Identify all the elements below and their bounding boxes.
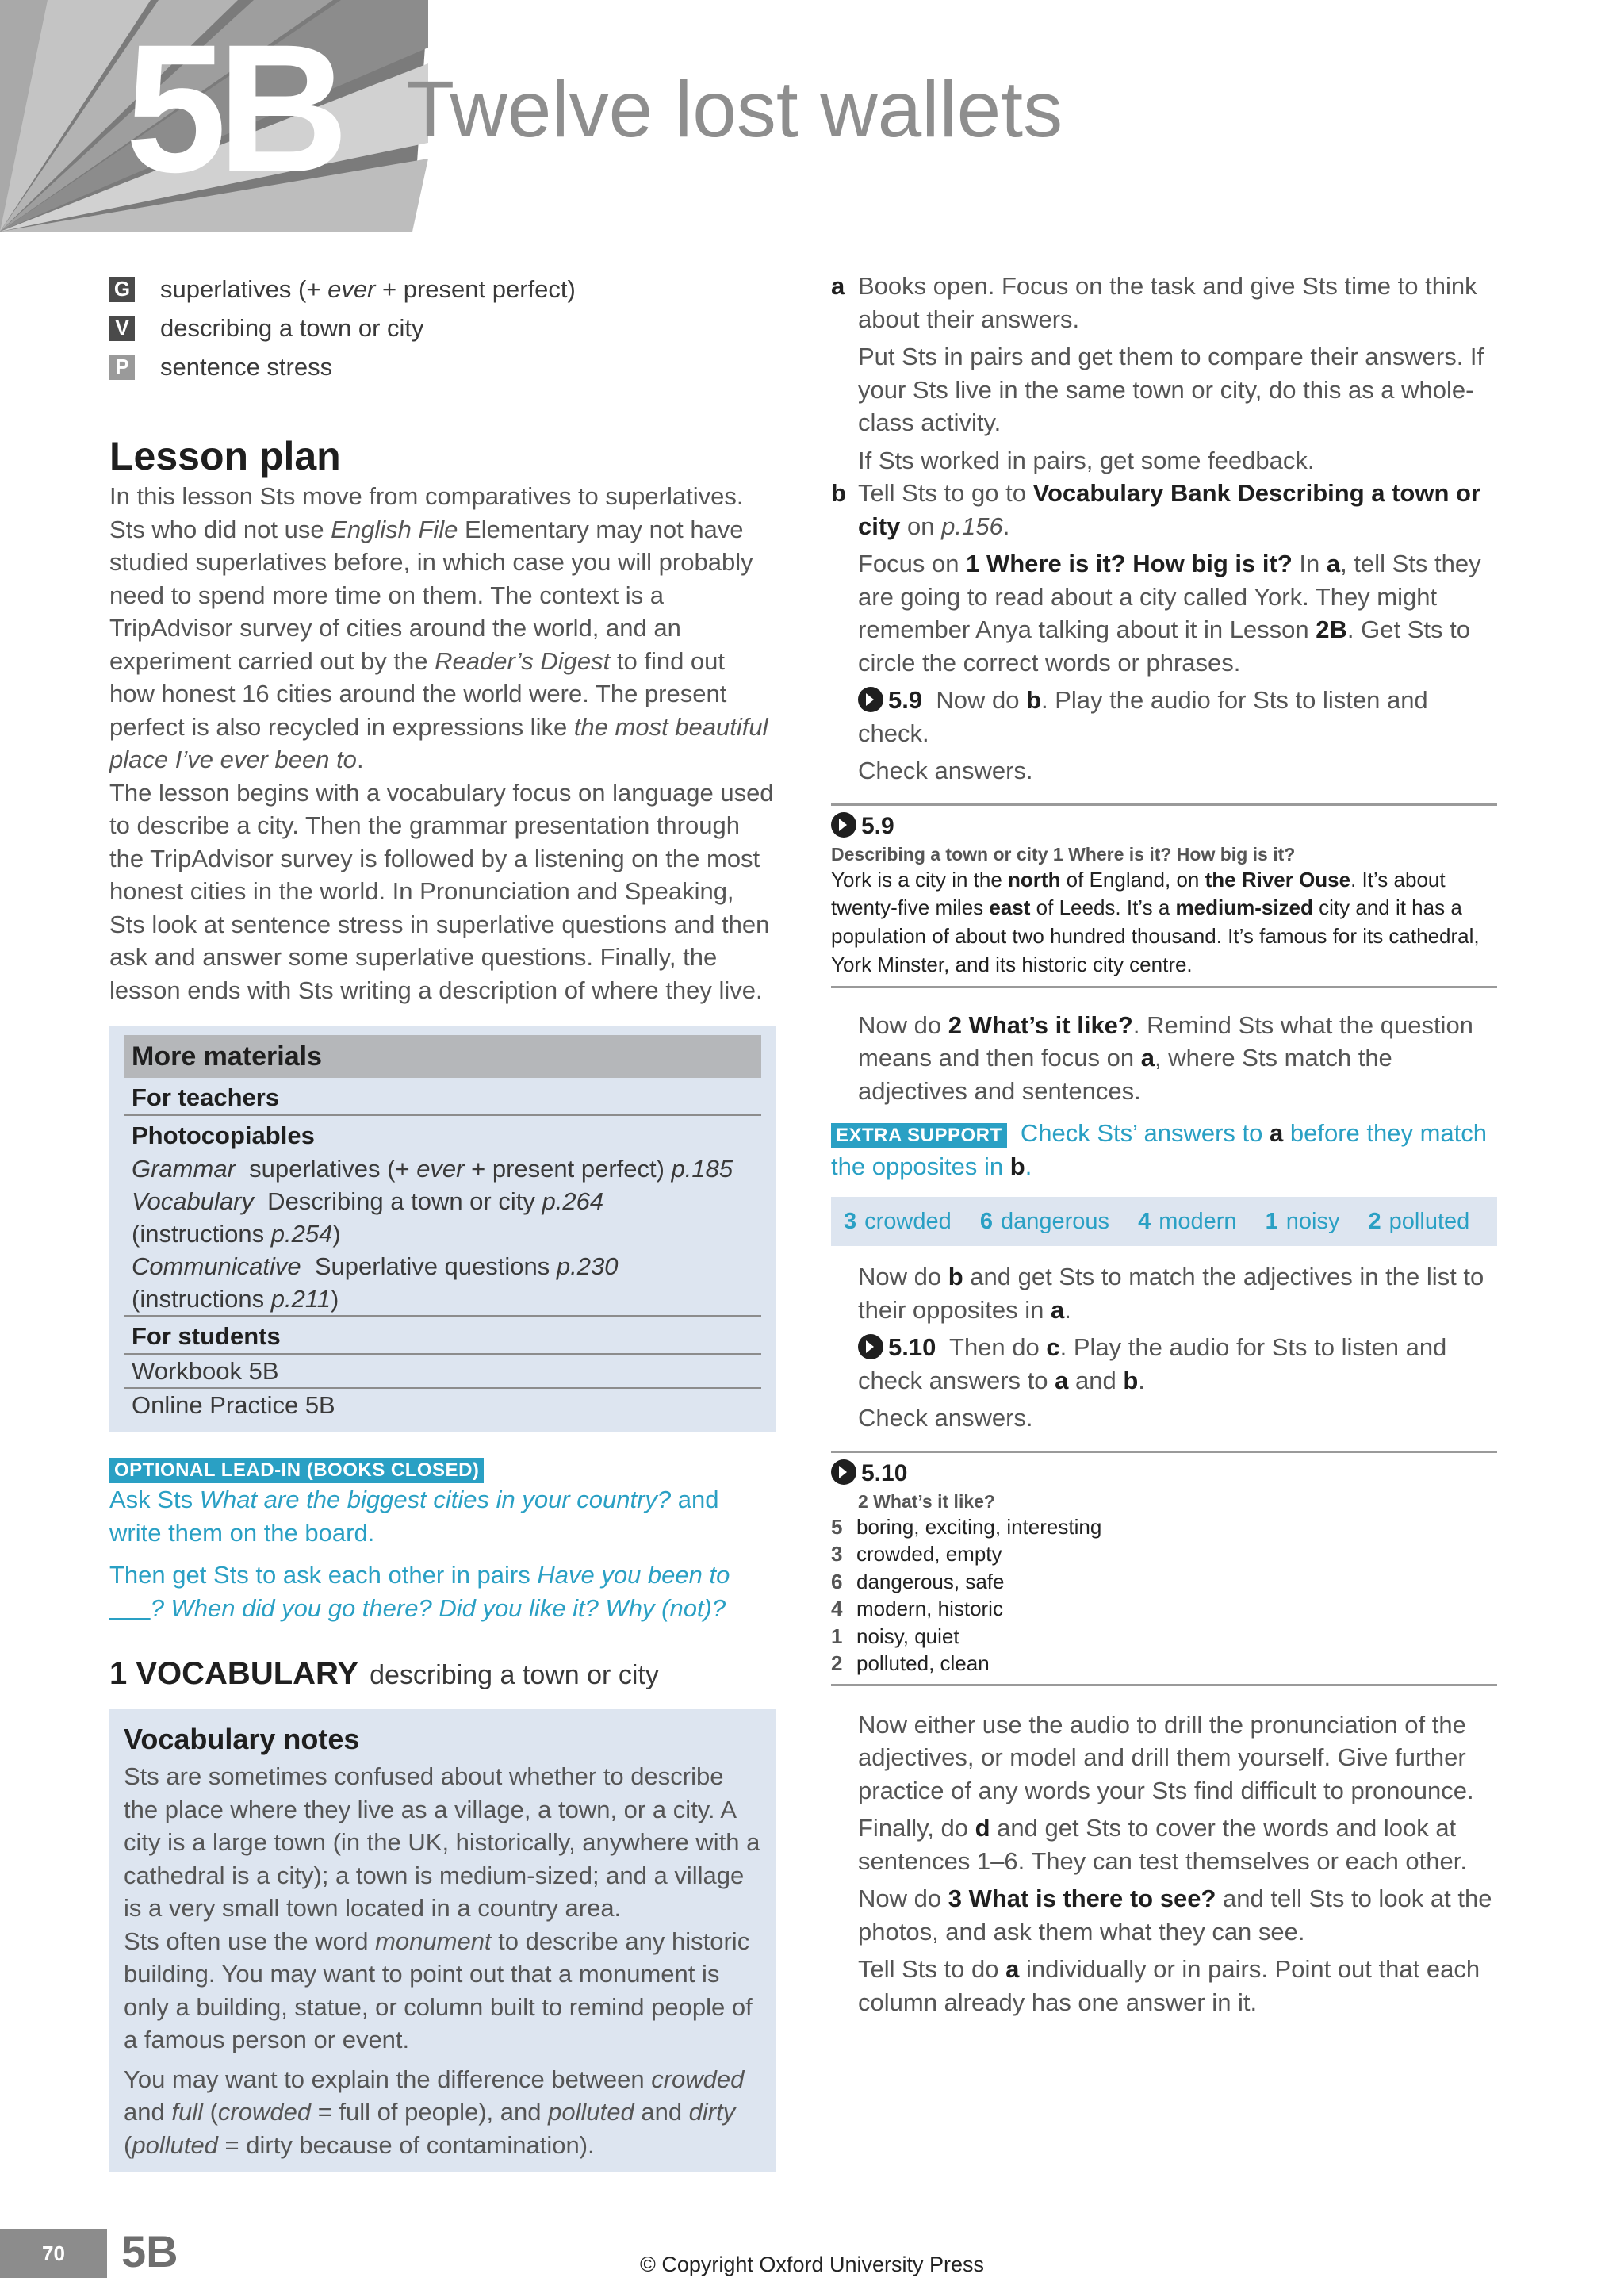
script-line <box>831 1623 1497 1651</box>
lead-in-tag: OPTIONAL LEAD-IN (BOOKS CLOSED) <box>109 1458 484 1483</box>
lesson-plan-heading: Lesson plan <box>109 434 341 478</box>
script-number-text: 5.9 <box>861 812 894 839</box>
more-materials-box <box>109 1026 776 1432</box>
exercise-b-audio-5-9 <box>858 684 1497 750</box>
drill-paragraph: Now either use the audio to drill the pronunciation of the adjectives, or model and drill them yourself. Give further practice of any words your Sts find difficult to pronounce. <box>858 1710 1474 1804</box>
vocabulary-section-subtitle: describing a town or city <box>370 1660 659 1690</box>
vocabulary-notes-paragraph-2: Sts often use the word monument to describe any historic building. You may want to point out that a monument is only a building, statue, or column built to remind people of a famous person or event. <box>124 1927 753 2053</box>
vocabulary-notes-paragraph-3: You may want to explain the difference between crowded and full (crowded = full of people), and polluted and dirty (polluted = dirty because of contamination). <box>124 2065 745 2159</box>
vocabulary-text: describing a town or city <box>160 313 424 342</box>
vocabulary-badge: V <box>109 316 135 341</box>
script-title: 2 What’s it like? <box>858 1490 995 1512</box>
individual-pairs-paragraph: Tell Sts to do a individually or in pairs. Point out that each column already has one answer in it. <box>858 1955 1480 2016</box>
answer-item <box>1266 1209 1340 1234</box>
answer-word: modern <box>1159 1209 1237 1235</box>
what-its-like-block <box>831 1009 1497 1108</box>
photocopiable-item: Grammar superlatives (+ ever + present perfect) p.185 <box>132 1155 733 1183</box>
exercise-a-paragraph-3: If Sts worked in pairs, get some feedback. <box>858 446 1315 474</box>
exercise-b-label: b <box>831 479 846 507</box>
extra-support-text: Check Sts’ answers to a before they match the opposites in b. <box>831 1119 1488 1180</box>
right-column <box>831 270 1497 2019</box>
script-number <box>831 811 1497 842</box>
exercise-a-paragraph-2: Put Sts in pairs and get them to compare their answers. If your Sts live in the same town or city, do this as a whole-class activity. <box>858 343 1484 436</box>
left-column <box>109 270 776 2172</box>
script-line-text: dangerous, safe <box>856 1569 1005 1593</box>
photocopiable-item: (instructions p.211) <box>132 1285 339 1313</box>
check-answers-paragraph: Check answers. <box>858 1404 1033 1432</box>
script-line <box>831 1540 1497 1568</box>
what-its-like-paragraph: Now do 2 What’s it like?. Remind Sts what the question means and then focus on a, where Sts match the adjectives and sentences. <box>858 1010 1473 1105</box>
lead-in-paragraph-1: Ask Sts What are the biggest cities in your country? and write them on the board. <box>109 1486 719 1547</box>
answer-word: crowded <box>864 1209 952 1235</box>
audio-icon[interactable] <box>858 1334 883 1359</box>
audio-5-10-text: 5.10 Then do c. Play the audio for Sts to listen and check answers to a and b. <box>858 1333 1447 1394</box>
lead-in-paragraph-2: Then get Sts to ask each other in pairs Have you been to ? When did you go there? Did you like it? Why (not)? <box>109 1561 730 1622</box>
opposites-paragraph: Now do b and get Sts to match the adjectives in the list to their opposites in a. <box>858 1263 1484 1324</box>
exercise-b-paragraph-1: Tell Sts to go to Vocabulary Bank Describing a town or city on p.156. <box>858 479 1481 540</box>
more-materials-title: More materials <box>124 1035 761 1078</box>
for-students-heading: For students <box>132 1322 281 1350</box>
script-line-number: 6 <box>831 1569 843 1593</box>
extra-support-tag: EXTRA SUPPORT <box>831 1123 1007 1148</box>
grammar-badge: G <box>109 277 135 302</box>
script-line-number: 1 <box>831 1624 843 1648</box>
answers-box <box>831 1197 1497 1246</box>
photocopiables-heading: Photocopiables <box>132 1122 315 1149</box>
script-line <box>831 1513 1497 1541</box>
copyright: © Copyright Oxford University Press <box>639 2253 985 2276</box>
extra-support <box>831 1117 1497 1183</box>
exercise-b-audio-text: 5.9 Now do b. Play the audio for Sts to listen and check. <box>858 686 1428 747</box>
answer-number: 1 <box>1265 1209 1278 1235</box>
vocabulary-notes-box <box>109 1709 776 2172</box>
gvp-vocabulary <box>109 309 776 347</box>
script-line-text: noisy, quiet <box>856 1624 959 1648</box>
vocabulary-section-title: 1 VOCABULARY <box>109 1656 359 1691</box>
exercise-a-label: a <box>831 272 845 300</box>
answer-word: dangerous <box>1000 1209 1110 1235</box>
answer-item <box>1138 1209 1236 1234</box>
script-line <box>831 1595 1497 1623</box>
exercise-a-paragraph-1: Books open. Focus on the task and give Sts time to think about their answers. <box>858 272 1477 333</box>
what-to-see-paragraph: Now do 3 What is there to see? and tell Sts to look at the photos, and ask them what they can see. <box>858 1885 1492 1946</box>
script-line-number: 2 <box>831 1651 843 1676</box>
pronunciation-badge: P <box>109 355 135 380</box>
answer-item <box>1369 1209 1470 1234</box>
student-item: Workbook 5B <box>132 1357 279 1385</box>
vocabulary-notes-title: Vocabulary notes <box>124 1723 360 1755</box>
page-title: Twelve lost wallets <box>406 65 1063 154</box>
answer-item <box>980 1209 1109 1234</box>
closing-block <box>831 1708 1497 2019</box>
photocopiable-item: (instructions p.254) <box>132 1220 341 1248</box>
script-number-text: 5.10 <box>861 1459 908 1486</box>
photocopiable-item: Vocabulary Describing a town or city p.264 <box>132 1187 604 1215</box>
lead-in <box>109 1458 776 1624</box>
audio-script-5-10 <box>831 1451 1497 1686</box>
exercise-b <box>831 477 1497 788</box>
audio-icon[interactable] <box>831 1459 856 1485</box>
copyright-wrapper <box>0 2253 1624 2277</box>
gvp-list <box>109 270 776 386</box>
script-title: Describing a town or city 1 Where is it? How big is it? <box>831 843 1296 865</box>
script-line <box>831 1650 1497 1678</box>
opposites-block <box>831 1260 1497 1435</box>
lesson-plan-paragraph-1: In this lesson Sts move from comparatives to superlatives. Sts who did not use English File Elementary may not have studied superlatives before, in which case you will probably need to spend more time on them. The context is a TripAdvisor survey of cities around the world, and an experiment carried out by the Reader’s Digest to find out how honest 16 cities around the world were. The present perfect is also recycled in expressions like the most beautiful place I’ve ever been to. <box>109 482 768 773</box>
answer-number: 3 <box>844 1209 857 1235</box>
lesson-plan-paragraph-2: The lesson begins with a vocabulary focus on language used to describe a city. Then the grammar presentation through the TripAdvisor survey is followed by a listening on the most honest cities in the world. In Pronunciation and Speaking, Sts look at sentence stress in superlative questions and then ask and answer some superlative questions. Finally, the lesson ends with Sts writing a description of where they live. <box>109 778 774 1004</box>
answer-word: polluted <box>1388 1209 1470 1235</box>
script-line-text: boring, exciting, interesting <box>856 1514 1102 1539</box>
audio-icon[interactable] <box>858 687 883 712</box>
script-number <box>831 1458 1497 1490</box>
script-line-number: 4 <box>831 1597 843 1621</box>
answer-number: 6 <box>979 1209 993 1235</box>
exercise-b-check: Check answers. <box>858 757 1033 784</box>
student-item: Online Practice 5B <box>132 1391 335 1419</box>
grammar-text: superlatives (+ ever + present perfect) <box>160 274 576 303</box>
photocopiable-item: Communicative Superlative questions p.230 <box>132 1252 619 1280</box>
pronunciation-text: sentence stress <box>160 352 333 381</box>
answer-number: 4 <box>1138 1209 1151 1235</box>
finally-paragraph: Finally, do d and get Sts to cover the words and look at sentences 1–6. They can test themselves or each other. <box>858 1814 1467 1875</box>
answer-item <box>844 1209 952 1234</box>
audio-script-5-9 <box>831 803 1497 988</box>
audio-icon[interactable] <box>831 812 856 838</box>
script-line-text: polluted, clean <box>856 1651 990 1676</box>
answer-number: 2 <box>1368 1209 1381 1235</box>
answer-word: noisy <box>1285 1209 1340 1235</box>
for-teachers-heading: For teachers <box>132 1083 280 1111</box>
script-line-number: 3 <box>831 1542 843 1566</box>
vocabulary-section-heading <box>109 1653 776 1701</box>
audio-5-10-paragraph <box>858 1331 1497 1397</box>
vocabulary-notes-paragraph-1: Sts are sometimes confused about whether to describe the place where they live as a village, a town, or a city. A city is a large town (in the UK, historically, anywhere with a cathedral is a city); a town is medium-sized; and a village is a very small town located in a country area. <box>124 1762 760 1922</box>
script-line-text: modern, historic <box>856 1597 1003 1621</box>
script-line <box>831 1568 1497 1596</box>
page-number: 70 <box>0 2229 107 2278</box>
gvp-pronunciation <box>109 347 776 386</box>
gvp-grammar <box>109 270 776 309</box>
exercise-b-paragraph-2: Focus on 1 Where is it? How big is it? In a, tell Sts they are going to read about a city called York. They might remember Anya talking about it in Lesson 2B. Get Sts to circle the correct words or phrases. <box>858 550 1481 677</box>
script-line-number: 5 <box>831 1514 843 1539</box>
script-text: York is a city in the north of England, on the River Ouse. It’s about twenty-five miles east of Leeds. It’s a medium-sized city and it has a population of about two hundred thousand. It’s famous for its cathedral, York Minster, and its historic city centre. <box>831 867 1480 976</box>
lesson-code: 5B <box>125 6 340 210</box>
script-line-text: crowded, empty <box>856 1542 1002 1566</box>
footer-lesson-code: 5B <box>121 2226 178 2276</box>
exercise-a <box>831 270 1497 477</box>
